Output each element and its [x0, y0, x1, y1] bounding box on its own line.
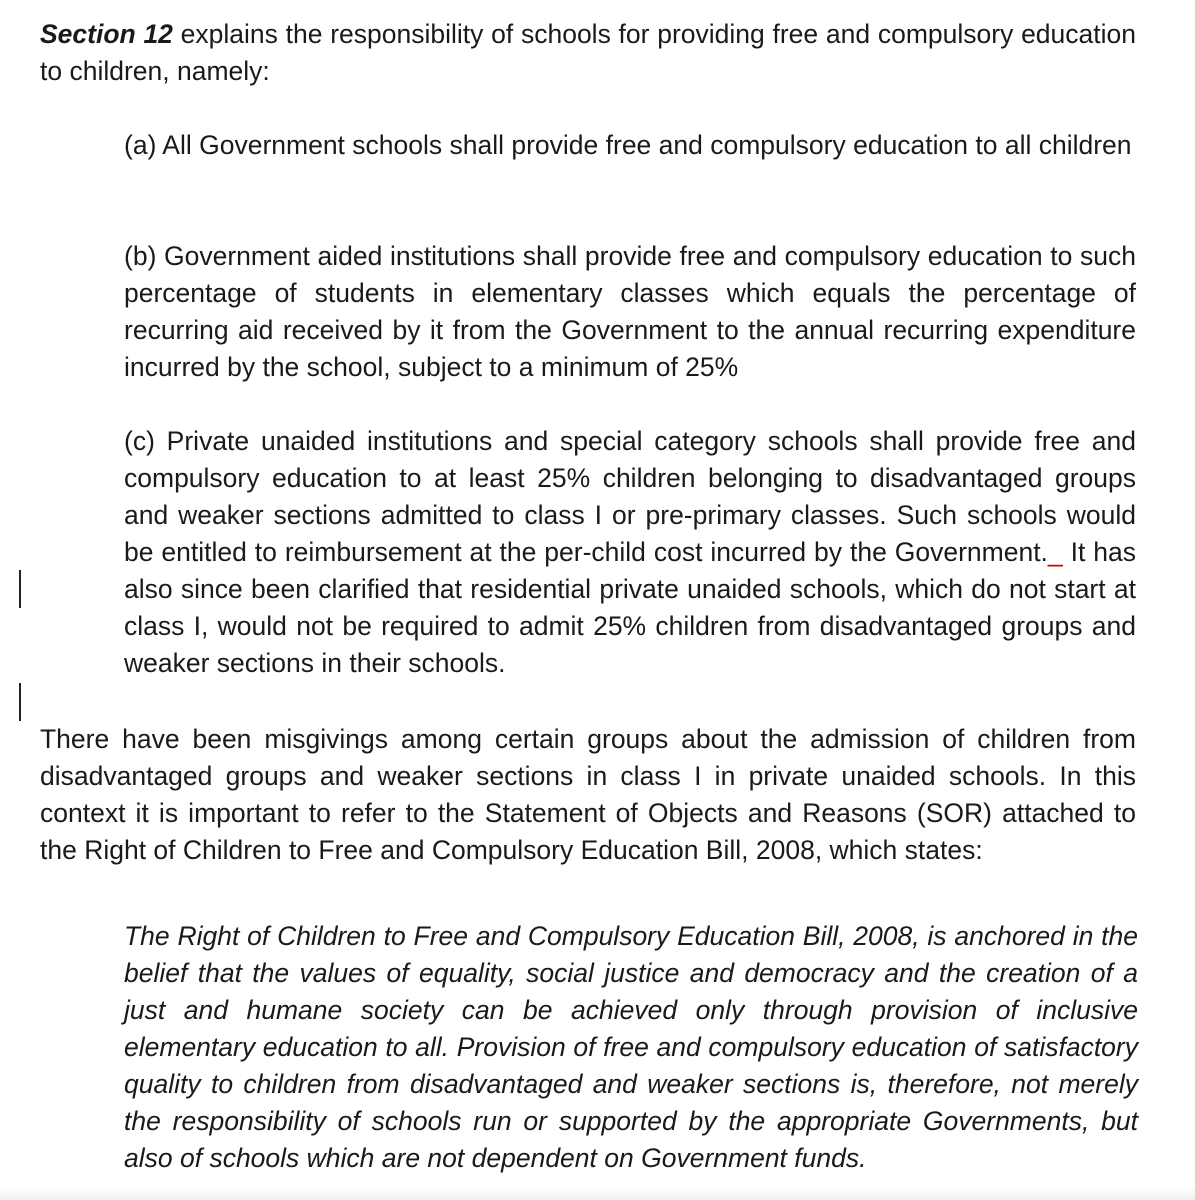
misgivings-paragraph: There have been misgivings among certain groups about the admission of children from disadvantaged groups and weaker sections in class I in private unaided schools. In this context it is important to refer to the Statement of Objects and Reasons (SOR) attached to the Right of Children to Free and Compulsory Education Bill, 2008, which states: — [40, 724, 1136, 865]
clause-b: (b) Government aided institutions shall provide free and compulsory education to such percentage of students in elementary classes which equals the percentage of recurring aid received by it from the Government to the annual recurring expenditure incurred by the school, subject to a minimum of 25% — [124, 241, 1136, 382]
page-bottom-edge — [0, 1186, 1195, 1200]
section-heading: Section 12 — [40, 19, 173, 49]
tracked-change-mark: _ — [1047, 537, 1063, 567]
intro-paragraph — [40, 16, 1136, 90]
change-bar-icon — [19, 570, 21, 608]
clause-c-text-before: (c) Private unaided institutions and special category schools shall provide free and compulsory education to at least 25% children belonging to disadvantaged groups and weaker sections admitted to class I or pre-primary classes. Such schools would be entitled to reimbursement at the per-child cost incurred by the Government. — [124, 426, 1136, 567]
clause-c-text-after: It has also since been clarified that residential private unaided schools, which do not start at class I, would not be required to admit 25% children from disadvantaged groups and weaker sections in their schools. — [124, 537, 1136, 678]
clause-a: (a) All Government schools shall provide free and compulsory education to all children — [124, 130, 1132, 160]
intro-text: explains the responsibility of schools for providing free and compulsory education to children, namely: — [40, 19, 1136, 86]
clause-c — [124, 423, 1136, 682]
sor-quote: The Right of Children to Free and Compulsory Education Bill, 2008, is anchored in the belief that the values of equality, social justice and democracy and the creation of a just and humane society can be achieved only through provision of inclusive elementary education to all. Provision of free and compulsory education of satisfactory quality to children from disadvantaged and weaker sections is, therefore, not merely the responsibility of schools run or supported by the appropriate Governments, but also of schools which are not dependent on Government funds. — [124, 921, 1138, 1173]
change-bar-icon — [19, 683, 21, 721]
